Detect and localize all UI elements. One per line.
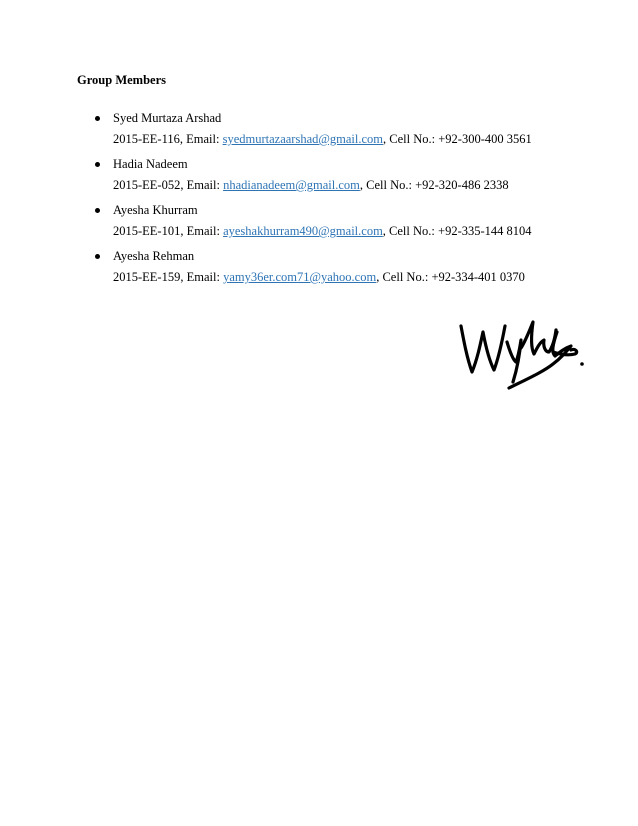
member-name: Ayesha Rehman xyxy=(113,249,195,263)
email-label: Email: xyxy=(186,178,220,192)
bullet-icon xyxy=(95,116,100,121)
cell-label: Cell No.: xyxy=(389,224,435,238)
member-details: 2015-EE-052, Email: nhadianadeem@gmail.com, Cell No.: +92-320-486 2338 xyxy=(113,178,509,192)
cell-number: +92-300-400 3561 xyxy=(438,132,532,146)
member-name: Syed Murtaza Arshad xyxy=(113,111,222,125)
member-item xyxy=(0,156,638,202)
members-list xyxy=(0,110,638,294)
email-label: Email: xyxy=(186,270,220,284)
email-link[interactable]: nhadianadeem@gmail.com xyxy=(223,178,360,192)
member-id: 2015-EE-101 xyxy=(113,224,181,238)
cell-number: +92-320-486 2338 xyxy=(415,178,509,192)
email-link[interactable]: ayeshakhurram490@gmail.com xyxy=(223,224,383,238)
bullet-icon xyxy=(95,254,100,259)
email-label: Email: xyxy=(186,132,220,146)
cell-label: Cell No.: xyxy=(382,270,429,284)
group-members-heading: Group Members xyxy=(77,73,166,87)
member-name: Hadia Nadeem xyxy=(113,157,188,171)
member-details: 2015-EE-159, Email: yamy36er.com71@yahoo.com, Cell No.: +92-334-401 0370 xyxy=(113,270,525,284)
bullet-icon xyxy=(95,162,100,167)
member-details: 2015-EE-101, Email: ayeshakhurram490@gmail.com, Cell No.: +92-335-144 8104 xyxy=(113,224,532,238)
cell-label: Cell No.: xyxy=(389,132,436,146)
cell-number: +92-335-144 8104 xyxy=(438,224,532,238)
member-name: Ayesha Khurram xyxy=(113,203,198,217)
bullet-icon xyxy=(95,208,100,213)
email-label: Email: xyxy=(186,224,220,238)
member-id: 2015-EE-116 xyxy=(113,132,180,146)
member-id: 2015-EE-159 xyxy=(113,270,181,284)
cell-label: Cell No.: xyxy=(366,178,412,192)
member-details: 2015-EE-116, Email: syedmurtazaarshad@gmail.com, Cell No.: +92-300-400 3561 xyxy=(113,132,532,146)
signature-icon xyxy=(455,302,590,392)
member-item xyxy=(0,202,638,248)
email-link[interactable]: yamy36er.com71@yahoo.com xyxy=(223,270,377,284)
email-link[interactable]: syedmurtazaarshad@gmail.com xyxy=(222,132,384,146)
cell-number: +92-334-401 0370 xyxy=(431,270,525,284)
member-item xyxy=(0,110,638,156)
member-id: 2015-EE-052 xyxy=(113,178,181,192)
member-item xyxy=(0,248,638,294)
